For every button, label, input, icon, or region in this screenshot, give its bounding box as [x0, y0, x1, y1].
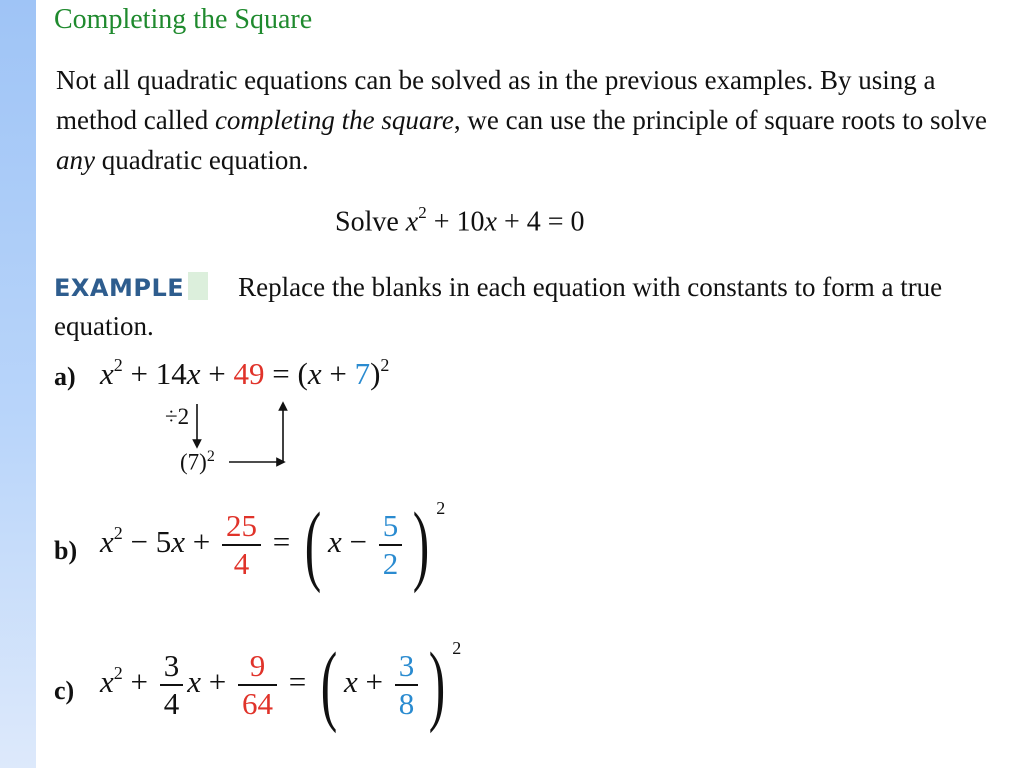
c-blank-1-answer [238, 648, 277, 722]
b-x: x [100, 524, 114, 560]
a-blank-2-answer: 7 [354, 356, 371, 391]
intro-emphasis-method: completing the square [214, 105, 454, 135]
solve-var-x2: x [484, 206, 497, 238]
intro-text-3: quadratic equation. [94, 145, 309, 175]
solve-exponent: 2 [418, 203, 427, 222]
intro-text-1: Not all quadratic equations can be solved as in the previous examples. By using a method called [56, 65, 936, 135]
left-decorative-band [0, 0, 36, 768]
c-coef-den: 4 [163, 686, 180, 721]
a-x: x [100, 356, 114, 391]
b-left-paren: ( [304, 495, 322, 594]
c-equals: = [281, 664, 314, 700]
c-coefficient [160, 648, 184, 722]
b-x2: x [171, 524, 186, 560]
solve-prefix: Solve [335, 206, 406, 238]
example-text: Replace the blanks in each equation with constants to form a true equation. [54, 272, 943, 341]
slide-title: Completing the Square [54, 4, 313, 35]
c-x: x [100, 664, 114, 700]
b-exp2: 2 [436, 498, 446, 519]
c-fill1-den: 64 [242, 686, 273, 721]
c-x3: x [343, 664, 358, 700]
solve-middle: + 10 [426, 206, 485, 238]
seven-paren: (7) [180, 449, 207, 475]
a-exp2: 2 [380, 355, 390, 375]
b-fill1-den: 4 [233, 546, 250, 581]
solve-tail: + 4 = 0 [496, 206, 585, 238]
c-fill2-num: 3 [395, 648, 419, 686]
solve-var-x: x [405, 206, 419, 238]
seven-exp: 2 [206, 448, 215, 465]
c-x2: x [187, 664, 202, 700]
c-fill1-num: 9 [238, 648, 277, 686]
c-exp2: 2 [452, 638, 462, 659]
a-equals: = ( [264, 356, 308, 391]
intro-text-2: , we can use the principle of square roots to solve [453, 105, 987, 135]
c-plus3: + [357, 664, 391, 700]
a-x3: x [307, 356, 322, 391]
problem-c-equation [100, 635, 462, 734]
intro-paragraph [56, 60, 1006, 180]
a-close-paren: ) [370, 356, 381, 391]
divide-by-two-note: ÷2 [165, 404, 190, 429]
b-minus: − [341, 524, 375, 560]
a-blank-1-answer: 49 [233, 356, 265, 391]
annotation-arrows [185, 398, 325, 478]
a-middle: + 14 [122, 356, 187, 391]
c-fill2-den: 8 [398, 686, 415, 721]
b-blank-1-answer [222, 508, 261, 582]
c-plus: + [122, 664, 156, 700]
c-plus2: + [201, 664, 234, 700]
a-exp: 2 [113, 355, 123, 375]
a-x2: x [186, 356, 201, 391]
b-exp: 2 [113, 523, 123, 544]
example-badge-box [188, 272, 208, 300]
intro-emphasis-any: any [56, 145, 95, 175]
a-plus: + [200, 356, 234, 391]
b-fill2-num: 5 [379, 508, 403, 546]
b-equals: = [265, 524, 298, 560]
b-plus: + [185, 524, 218, 560]
a-plus2: + [321, 356, 355, 391]
c-exp: 2 [113, 663, 123, 684]
c-coef-num: 3 [160, 648, 184, 686]
c-blank-2-answer [395, 648, 419, 722]
c-right-paren: ) [428, 635, 446, 734]
b-middle: − 5 [122, 524, 172, 560]
problem-a-label: a) [54, 362, 76, 391]
c-left-paren: ( [320, 635, 338, 734]
problem-b-label: b) [54, 536, 78, 565]
problem-b-equation [100, 495, 446, 594]
b-x3: x [327, 524, 342, 560]
solve-prompt [335, 205, 585, 238]
b-fill2-den: 2 [382, 546, 399, 581]
example-badge: EXAMPLE [54, 274, 185, 302]
problem-a-equation [100, 356, 389, 392]
b-fill1-num: 25 [222, 508, 261, 546]
example-statement [54, 268, 1019, 345]
b-right-paren: ) [412, 495, 430, 594]
problem-c-label: c) [54, 676, 75, 705]
b-blank-2-answer [379, 508, 403, 582]
